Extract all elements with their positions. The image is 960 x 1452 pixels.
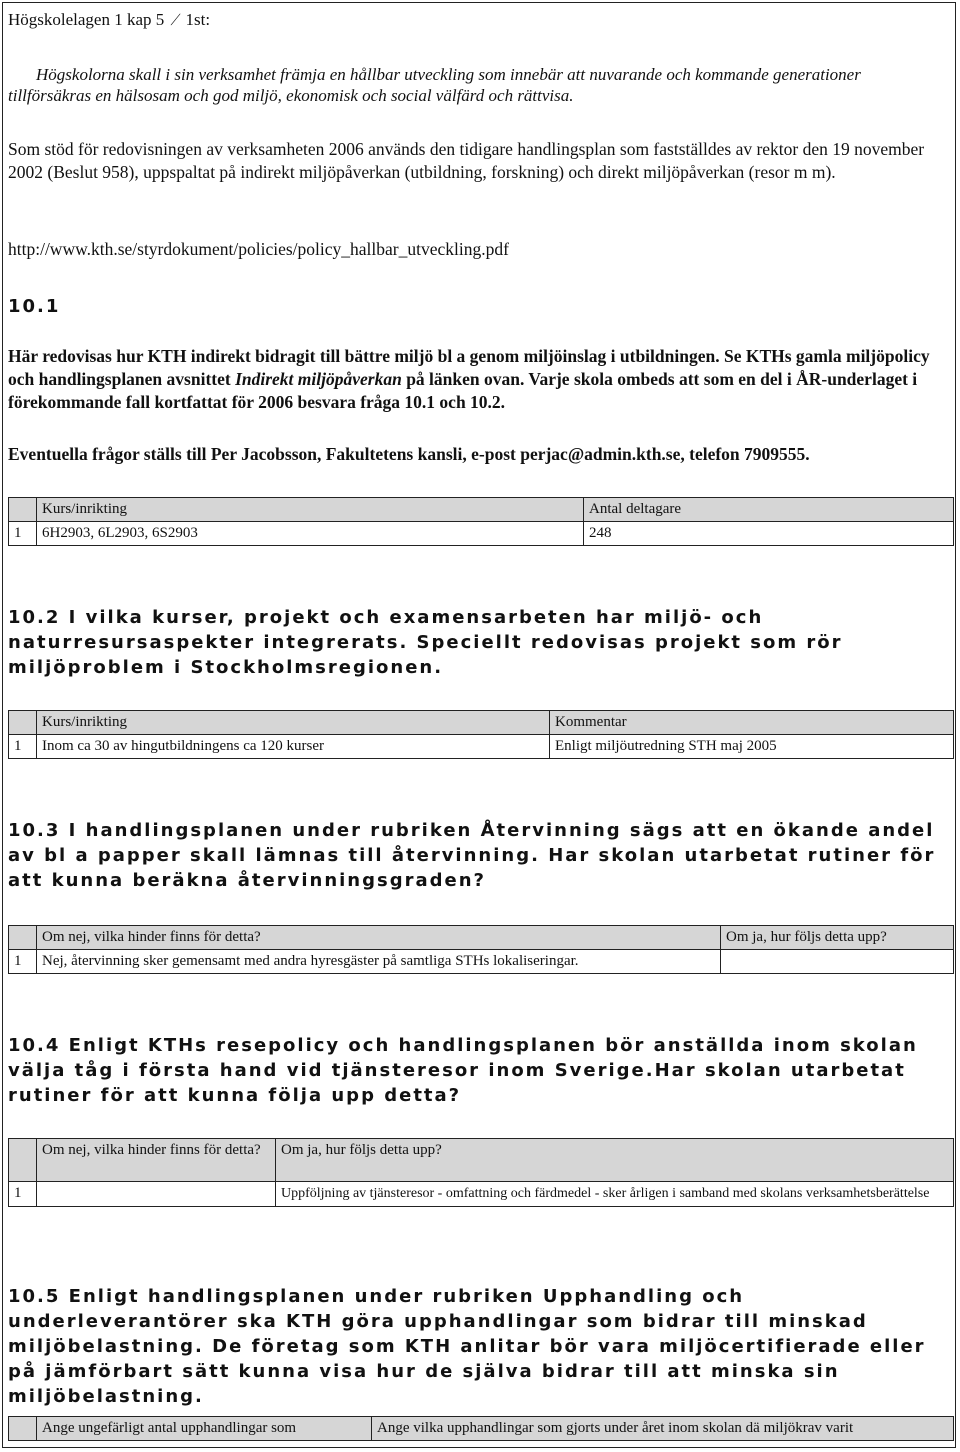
table-10-4 xyxy=(8,1138,954,1207)
row-obstacles xyxy=(37,1182,276,1207)
table-header-row xyxy=(9,711,954,735)
law-ref-suffix: 1st: xyxy=(185,10,211,29)
section-sign-icon: / xyxy=(168,10,182,29)
row-course: 6H2903, 6L2903, 6S2903 xyxy=(37,522,584,546)
table-10-5 xyxy=(8,1416,954,1441)
table-header-procurements: Ange vilka upphandlingar som gjorts under året inom skolan dä miljökrav varit xyxy=(372,1417,954,1441)
law-ref-text: Högskolelagen 1 kap 5 xyxy=(8,10,165,29)
row-participants: 248 xyxy=(584,522,954,546)
row-followup xyxy=(721,950,954,974)
table-header-participants: Antal deltagare xyxy=(584,498,954,522)
section-10-4-heading: 10.4 Enligt KTHs resepolicy och handlingsplanen bör anställda inom skolan välja tåg i första hand vid tjänsteresor inom Sverige.Har skolan utarbetat rutiner för att kunna följa upp detta? xyxy=(8,1035,918,1106)
section-10-1-number: 10.1 xyxy=(8,296,61,317)
row-number: 1 xyxy=(9,735,37,759)
table-row xyxy=(9,522,954,546)
row-comment: Enligt miljöutredning STH maj 2005 xyxy=(550,735,954,759)
table-header-num xyxy=(9,926,37,950)
table-header-num xyxy=(9,1139,37,1182)
table-header-row xyxy=(9,1139,954,1182)
table-header-obstacles: Om nej, vilka hinder finns för detta? xyxy=(37,926,721,950)
support-paragraph: Som stöd för redovisningen av verksamheten 2006 används den tidigare handlingsplan som fastställdes av rektor den 19 november 2002 (Beslut 958), uppspaltat på indirekt miljöpåverkan (utbildning, forskning) och direkt miljöpåverkan (resor m m). xyxy=(8,139,925,182)
table-row xyxy=(9,950,954,974)
section-10-1-emphasis: Indirekt miljöpåverkan xyxy=(235,369,402,389)
table-header-num xyxy=(9,498,37,522)
law-reference xyxy=(8,10,210,30)
section-10-1-paragraph xyxy=(8,345,954,414)
contact-paragraph: Eventuella frågor ställs till Per Jacobsson, Fakultetens kansli, e-post perjac@admin.kth.se, telefon 7909555. xyxy=(8,444,810,464)
policy-url[interactable]: http://www.kth.se/styrdokument/policies/policy_hallbar_utveckling.pdf xyxy=(8,239,509,259)
table-header-obstacles: Om nej, vilka hinder finns för detta? xyxy=(37,1139,276,1182)
table-header-num xyxy=(9,711,37,735)
table-header-course: Kurs/inrikting xyxy=(37,498,584,522)
section-10-1-text-b: på länken ovan. Varje skola ombeds att som en del i ÅR-underlaget i förekommande fall kortfattat för 2006 besvara fråga 10.1 och 10.2. xyxy=(8,369,918,412)
row-course: Inom ca 30 av hingutbildningens ca 120 kurser xyxy=(37,735,550,759)
row-followup: Uppföljning av tjänsteresor - omfattning och färdmedel - sker årligen i samband med skolans verksamhetsberättelse xyxy=(276,1182,954,1207)
table-header-count: Ange ungefärligt antal upphandlingar som xyxy=(37,1417,372,1441)
row-obstacles: Nej, återvinning sker gemensamt med andra hyresgäster på samtliga STHs lokaliseringar. xyxy=(37,950,721,974)
table-10-1 xyxy=(8,497,954,546)
table-header-comment: Kommentar xyxy=(550,711,954,735)
table-header-num xyxy=(9,1417,37,1441)
law-quote: Högskolorna skall i sin verksamhet främja en hållbar utveckling som innebär att nuvarande och kommande generationer tillförsäkras en hälsosam och god miljö, ekonomisk och social välfärd och rättvisa. xyxy=(8,65,861,105)
table-header-course: Kurs/inrikting xyxy=(37,711,550,735)
row-number: 1 xyxy=(9,522,37,546)
table-10-2 xyxy=(8,710,954,759)
table-header-followup: Om ja, hur följs detta upp? xyxy=(721,926,954,950)
policy-link[interactable] xyxy=(8,238,509,261)
section-10-5-heading: 10.5 Enligt handlingsplanen under rubriken Upphandling och underleverantörer ska KTH göra upphandlingar som bidrar till minskad miljöbelastning. De företag som KTH anlitar bör vara miljöcertifierade eller på jämförbart sätt kunna visa hur de själva bidrar till att minska sin miljöbelastning. xyxy=(8,1286,926,1407)
table-header-followup: Om ja, hur följs detta upp? xyxy=(276,1139,954,1182)
table-row xyxy=(9,1182,954,1207)
section-10-3-heading: 10.3 I handlingsplanen under rubriken Återvinning sägs att en ökande andel av bl a papper skall lämnas till återvinning. Har skolan utarbetat rutiner för att kunna beräkna återvinningsgraden? xyxy=(8,820,936,891)
table-row xyxy=(9,735,954,759)
table-10-3 xyxy=(8,925,954,974)
row-number: 1 xyxy=(9,950,37,974)
table-header-row xyxy=(9,1417,954,1441)
table-header-row xyxy=(9,926,954,950)
row-number: 1 xyxy=(9,1182,37,1207)
section-10-1-text-a: Här redovisas hur KTH indirekt bidragit till bättre miljö bl a genom miljöinslag i utbildningen. Se KTHs gamla miljöpolicy och handlingsplanen avsnittet xyxy=(8,346,930,389)
section-10-2-heading: 10.2 I vilka kurser, projekt och examensarbeten har miljö- och naturresursaspekter integrerats. Speciellt redovisas projekt som rör miljöproblem i Stockholmsregionen. xyxy=(8,607,843,678)
table-header-row xyxy=(9,498,954,522)
